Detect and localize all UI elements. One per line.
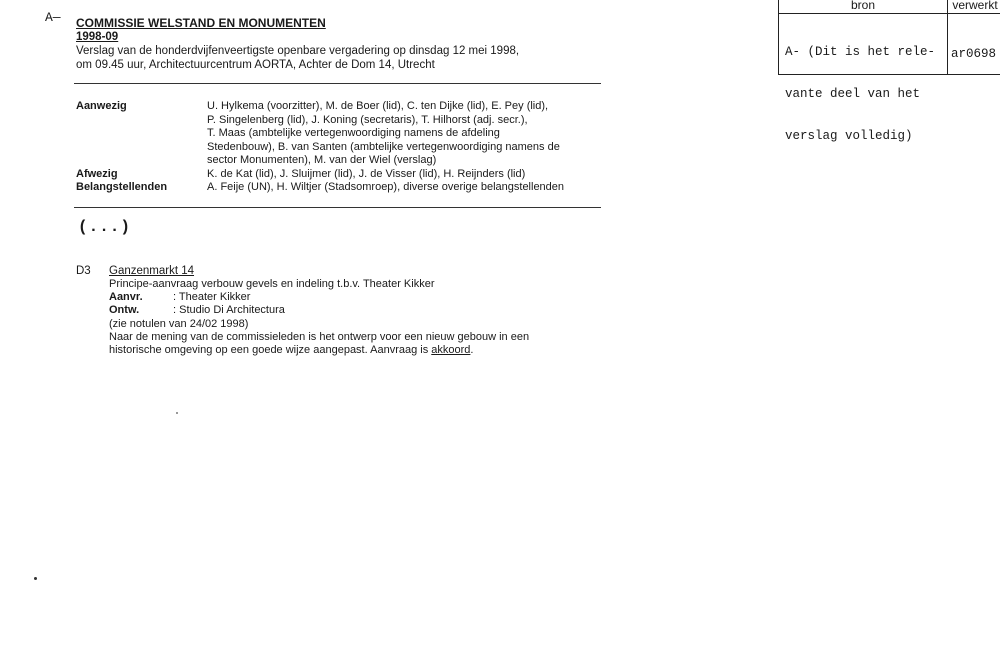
item-opinion-text: historische omgeving op een goede wijze aangepast. Aanvraag is	[109, 344, 432, 356]
scan-speck	[34, 577, 37, 580]
item-opinion-line2	[109, 344, 473, 356]
source-table-header-verwerkt: verwerkt	[947, 0, 1000, 14]
applicant-label: Aanvr.	[109, 291, 143, 303]
source-note	[785, 17, 935, 171]
scan-speck	[176, 412, 178, 414]
present-line: sector Monumenten), M. van der Wiel (verslag)	[207, 154, 437, 167]
interested-list: A. Feije (UN), H. Wiltjer (Stadsomroep), diverse overige belangstellenden	[207, 181, 565, 193]
interested-label: Belangstellenden	[76, 181, 168, 193]
present-label: Aanwezig	[76, 100, 127, 112]
present-line: Stedenbouw), B. van Santen (ambtelijke vertegenwoordiging namens de	[207, 140, 560, 153]
present-list	[207, 100, 560, 168]
document-number: 1998-09	[76, 31, 119, 43]
source-note-line: vante deel van het	[785, 87, 921, 101]
item-subject: Principe-aanvraag verbouw gevels en indeling t.b.v. Theater Kikker	[109, 278, 435, 290]
item-code: D3	[76, 265, 91, 277]
item-verdict-suffix: .	[470, 344, 474, 356]
item-verdict: akkoord	[431, 344, 471, 356]
source-table	[778, 0, 1000, 143]
absent-label: Afwezig	[76, 168, 118, 180]
source-code: ar0698	[951, 47, 997, 61]
present-line: T. Maas (ambtelijke vertegenwoordiging namens de afdeling	[207, 127, 500, 140]
present-line: P. Singelenberg (lid), J. Koning (secretaris), T. Hilhorst (adj. secr.),	[207, 113, 528, 126]
item-title: Ganzenmarkt 14	[109, 265, 195, 277]
divider	[74, 83, 601, 84]
source-note-line: verslag volledig)	[785, 129, 913, 143]
present-line: U. Hylkema (voorzitter), M. de Boer (lid), C. ten Dijke (lid), E. Pey (lid),	[207, 100, 549, 112]
margin-mark: A—	[45, 10, 61, 25]
meeting-description-line2: om 09.45 uur, Architectuurcentrum AORTA, Achter de Dom 14, Utrecht	[76, 59, 435, 71]
absent-list: K. de Kat (lid), J. Sluijmer (lid), J. de Visser (lid), H. Reijnders (lid)	[207, 168, 526, 180]
item-opinion-line1: Naar de mening van de commissieleden is het ontwerp voor een nieuw gebouw in een	[109, 331, 530, 343]
source-note-line: A- (Dit is het rele-	[785, 45, 936, 59]
designer-label: Ontw.	[109, 304, 140, 316]
item-reference: (zie notulen van 24/02 1998)	[109, 318, 249, 330]
document-title: COMMISSIE WELSTAND EN MONUMENTEN	[76, 16, 326, 30]
divider	[74, 207, 601, 208]
omission-marker: (...)	[78, 218, 132, 236]
designer-value: : Studio Di Architectura	[173, 304, 285, 316]
applicant-value: : Theater Kikker	[173, 291, 251, 303]
meeting-description-line1: Verslag van de honderdvijfenveertigste openbare vergadering op dinsdag 12 mei 1998,	[76, 45, 520, 57]
source-table-header-bron: bron	[779, 0, 947, 14]
